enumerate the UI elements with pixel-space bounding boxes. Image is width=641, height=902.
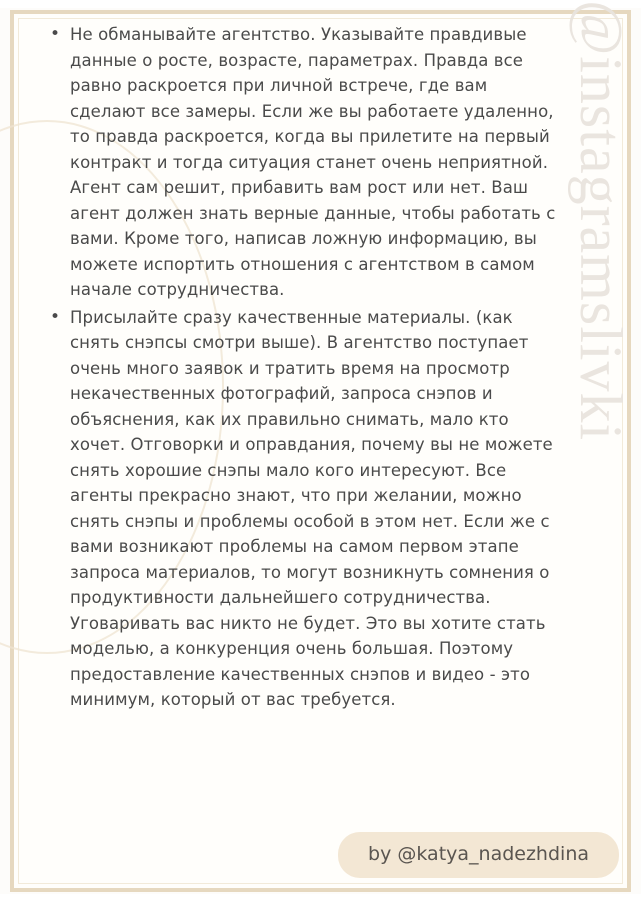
bullet-list [46,22,566,713]
top-margin-strip [0,0,641,8]
list-item: • Не обманывайте агентство. Указывайте правдивые данные о росте, возрасте, параметрах. Правда все равно раскроется при личной встрече, где вам сделают все замеры. Если же вы работаете удаленно, то правда раскроется, когда вы прилетите на первый контракт и тогда ситуация станет очень неприятной. Агент сам решит, прибавить вам рост или нет. Ваш агент должен знать верные данные, чтобы работать с вами. Кроме того, написав ложную информацию, вы можете испортить отношения с агентством в самом начале сотрудничества. [46,22,566,303]
list-item: • Присылайте сразу качественные материалы. (как снять снэпсы смотри выше). В агентство поступает очень много заявок и тратить время на просмотр некачественных фотографий, запроса снэпов и объяснения, как их правильно снимать, мало кто хочет. Отговорки и оправдания, почему вы не можете снять хорошие снэпы мало кого интересуют. Все агенты прекрасно знают, что при желании, можно снять снэпы и проблемы особой в этом нет. Если же с вами возникают проблемы на самом первом этапе запроса материалов, то могут возникнуть сомнения о продуктивности дальнейшего сотрудничества. Уговаривать вас никто не будет. Это вы хотите стать моделью, а конкуренция очень большая. Поэтому предоставление качественных снэпов и видео - это минимум, который от вас требуется. [46,305,566,713]
document-body [46,22,566,715]
author-signature-badge: by @katya_nadezhdina [338,832,619,878]
bottom-margin-strip [0,894,641,902]
watermark-text: @instagramslivki [568,0,634,442]
